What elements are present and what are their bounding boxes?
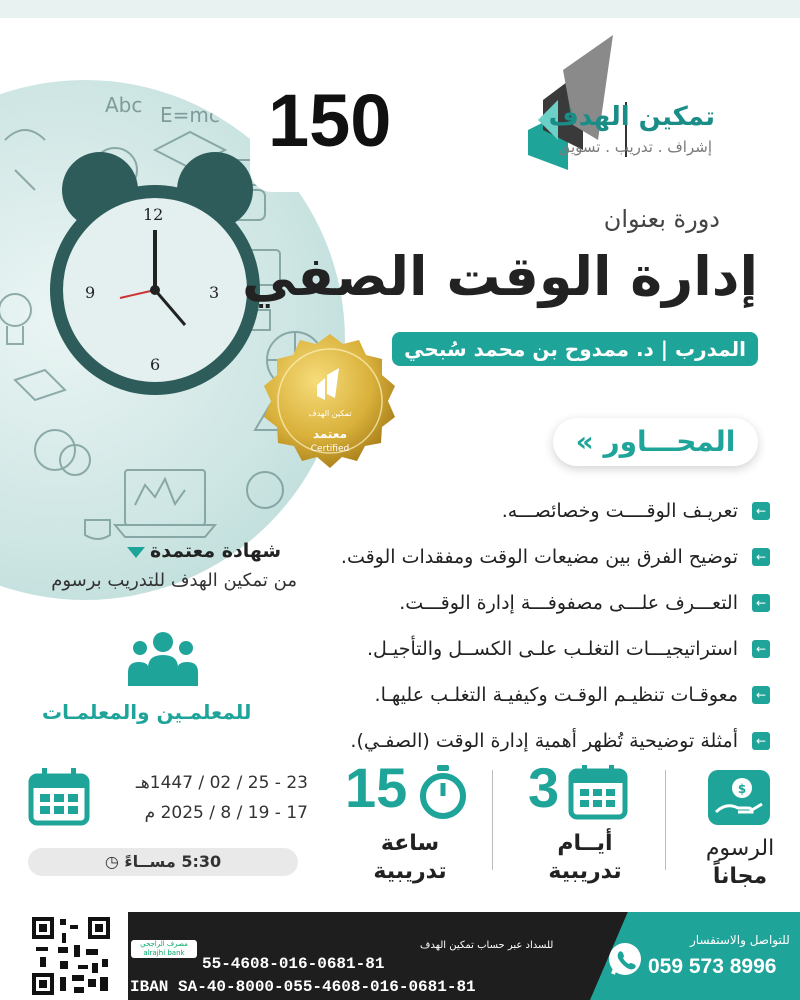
arrow-left-icon: ← (752, 548, 770, 566)
stat-divider (492, 770, 493, 870)
seal-brand: تمكين الهدف (308, 409, 352, 418)
list-item: ← استراتيجيـــات التغلـب علـى الكســل والتأجيـل. (310, 626, 770, 672)
payment-note: للسداد عبر حساب تمكين الهدف (420, 940, 554, 951)
top-band (0, 0, 800, 18)
gregorian-date: 17 - 19 / 8 / 2025 م (144, 803, 308, 823)
svg-text:9: 9 (85, 283, 96, 302)
seal-certified-en: Certified (310, 444, 350, 454)
arrow-left-icon: ← (752, 732, 770, 750)
contact-label: للتواصل والاستفسار (690, 933, 790, 947)
svg-text:3: 3 (209, 283, 220, 302)
axes-heading: المحـــاور » (553, 418, 758, 466)
days-number: 3 (528, 756, 560, 819)
arrow-left-icon: ← (752, 502, 770, 520)
axes-list (310, 488, 770, 764)
hours-label: ساعة تدريبية (373, 831, 447, 884)
svg-text:$: $ (737, 782, 747, 796)
list-item: ← تعريـف الوقــــت وخصائصـــه. (310, 488, 770, 534)
calendar-icon (28, 768, 90, 826)
certified-seal-icon (255, 330, 405, 480)
list-item: ← أمثلة توضيحية تُظهر أهمية إدارة الوقت (الصفـي). (310, 718, 770, 764)
stat-divider (665, 770, 666, 870)
bank-name-en: alrajhi bank (143, 949, 185, 957)
days-label: أيــام تدريبية (548, 831, 622, 884)
calendar-icon (568, 765, 628, 820)
arrow-left-icon: ← (752, 686, 770, 704)
triangle-down-icon (127, 547, 145, 558)
bank-name: مصرف الراجحي (140, 940, 188, 948)
svg-text:Abc: Abc (105, 93, 143, 117)
seal-certified-ar: معتمد (312, 427, 348, 441)
svg-text:6: 6 (150, 355, 161, 374)
phone-number[interactable]: 059 573 8996 (648, 955, 777, 978)
session-time: 5:30 مســاءً (124, 852, 222, 871)
course-title: إدارة الوقت الصفي (242, 245, 758, 308)
brand-tagline: إشراف . تدريب . تسويق (558, 138, 712, 156)
money-hand-icon (708, 770, 770, 825)
certificate-title: شهادة معتمدة (150, 540, 282, 562)
list-item: ← معوقـات تنظيـم الوقـت وكيفيـة التغلـب عليهـا. (310, 672, 770, 718)
course-label: دورة بعنوان (603, 205, 720, 233)
trainer-badge: المدرب | د. ممدوح بن محمد سُبحي (392, 332, 758, 366)
list-item: ← التعـــرف علـــى مصفوفـــة إدارة الوقـــت. (310, 580, 770, 626)
fees-label: الرسوم مجاناً (705, 836, 775, 889)
audience-label: للمعلمـين والمعلمـات (42, 700, 252, 724)
bank-logo (131, 940, 197, 958)
stopwatch-icon (418, 765, 468, 820)
clock-icon: ◷ (104, 852, 119, 871)
brand-name: تمكين الهدف (548, 102, 715, 132)
account-number: 55-4608-016-0681-81 (202, 955, 385, 973)
svg-text:E=mc²: E=mc² (160, 103, 228, 127)
people-group-icon (128, 628, 198, 688)
hours-number: 15 (345, 756, 408, 819)
dates-block (108, 768, 308, 828)
whatsapp-icon[interactable] (607, 941, 643, 977)
arrow-left-icon: ← (752, 640, 770, 658)
time-pill (28, 848, 298, 876)
iban-number: IBAN SA-40-8000-055-4608-016-0681-81 (130, 978, 476, 996)
qr-code-icon[interactable] (30, 915, 112, 997)
svg-text:12: 12 (143, 205, 164, 224)
certificate-subtitle: من تمكين الهدف للتدريب برسوم (51, 570, 297, 591)
list-item: ← توضيح الفرق بين مضيعات الوقت ومفقدات الوقت. (310, 534, 770, 580)
hijri-date: 23 - 25 / 02 / 1447هـ (135, 773, 308, 793)
price-badge: 150 (268, 79, 392, 162)
alarm-clock-illustration (50, 152, 260, 395)
arrow-left-icon: ← (752, 594, 770, 612)
